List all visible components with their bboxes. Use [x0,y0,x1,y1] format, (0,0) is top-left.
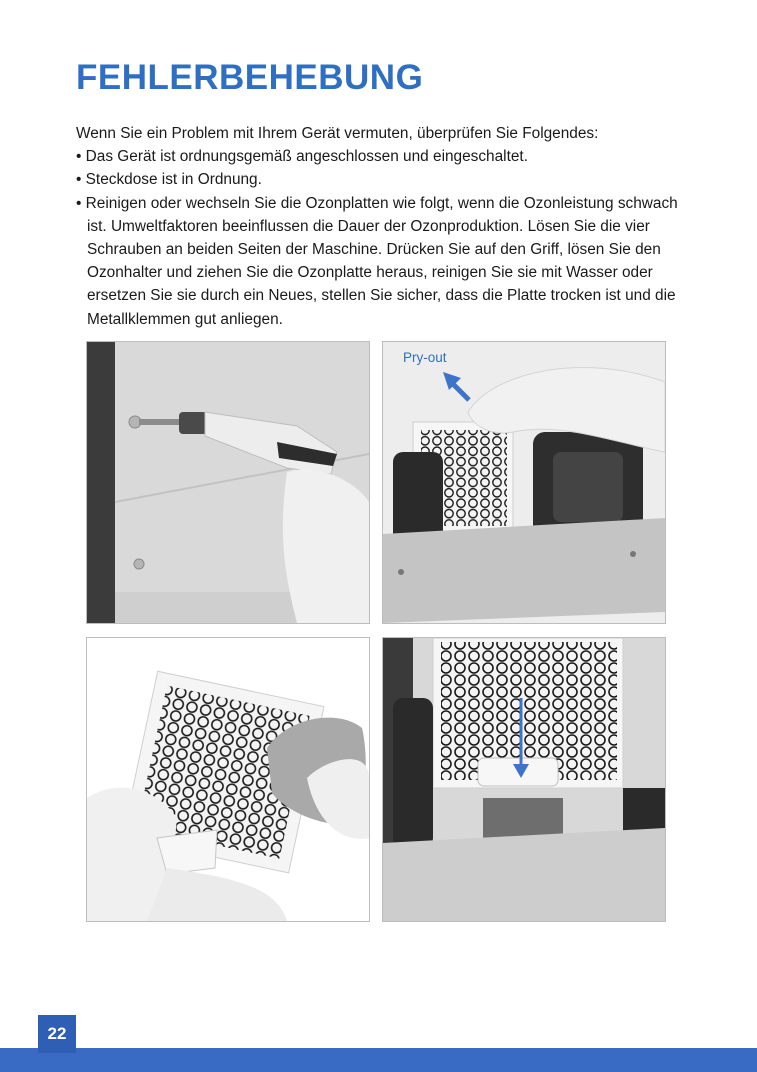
page-number: 22 [38,1015,76,1053]
photo-pry-out [382,341,666,624]
photo-cleaning-plate [86,637,370,922]
bullet-item-connected: • Das Gerät ist ordnungsgemäß angeschlossen und eingeschaltet. [76,148,528,166]
bullet-item-ozone-plates: • Reinigen oder wechseln Sie die Ozonplatten wie folgt, wenn die Ozonleistung schwach ist. Umweltfaktoren beeinflussen die Dauer der Ozonproduktion. Lösen Sie die vier Schrauben an beiden Seiten der Maschine. Drücken Sie auf den Griff, lösen Sie den Ozonhalter und ziehen Sie die Ozonplatte heraus, reinigen Sie sie mit Wasser oder ersetzen Sie sie durch ein Neues, stellen Sie sicher, dass die Platte trocken ist und die Metallklemmen gut anliegen. [76,194,678,328]
page-title: FEHLERBEHEBUNG [76,58,424,97]
troubleshooting-text [76,122,696,331]
photo-insert-plate [382,637,666,922]
cleaning-illustration [87,638,369,921]
pry-out-illustration [383,342,665,623]
insert-plate-illustration [383,638,665,921]
screwdriver-illustration [87,342,369,623]
photo-screwdriver [86,341,370,624]
intro-paragraph: Wenn Sie ein Problem mit Ihrem Gerät vermuten, überprüfen Sie Folgendes: [76,125,599,142]
pry-out-label: Pry-out [403,350,447,365]
bullet-item-socket: • Steckdose ist in Ordnung. [76,171,262,189]
footer-bar [0,1048,757,1072]
